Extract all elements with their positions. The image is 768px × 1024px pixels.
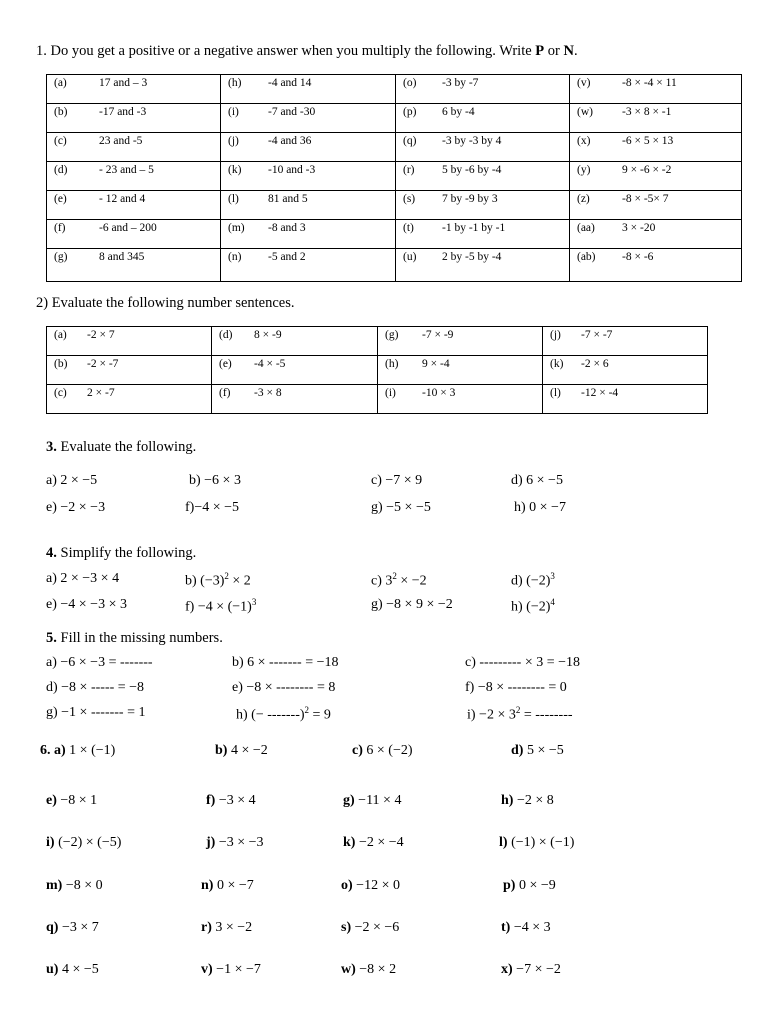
table-cell: [570, 191, 742, 220]
q3-heading: [46, 439, 196, 456]
item-expression: −3 × 7: [61, 920, 99, 935]
item-exponent: 2: [224, 571, 229, 581]
table-row: [47, 385, 708, 414]
item-expression: -2 × 7: [87, 329, 115, 341]
item-label: (c): [54, 135, 67, 147]
exercise-item: h) 0 × −7: [514, 500, 566, 515]
exercise-item: [503, 878, 556, 894]
exercise-item: b) −6 × 3: [189, 473, 241, 488]
item-label: (f): [54, 222, 66, 234]
table-row: [47, 220, 742, 249]
item-expression: -6 and – 200: [99, 222, 157, 234]
table-cell: [221, 75, 396, 104]
exercise-item: [215, 743, 268, 759]
exercise-item: [46, 835, 121, 851]
item-expression: (−2) × (−5): [58, 835, 122, 850]
exercise-item: [343, 835, 404, 851]
item-label: a): [54, 743, 66, 758]
item-text: b) 6 × ------- = −18: [232, 655, 339, 670]
exercise-item: f)−4 × −5: [185, 500, 240, 515]
item-expression: - 12 and 4: [99, 193, 146, 205]
item-label: (k): [228, 164, 242, 176]
item-label: (a): [54, 329, 67, 341]
exercise-item: [467, 705, 573, 724]
item-label: l): [499, 835, 508, 850]
exercise-item: [206, 835, 264, 851]
item-label: e): [46, 793, 57, 808]
table-cell: [47, 385, 212, 414]
exercise-item: [341, 962, 396, 978]
item-label: (w): [577, 106, 593, 118]
item-label: f): [206, 793, 216, 808]
item-label: (j): [228, 135, 239, 147]
item-expression: -12 × -4: [581, 387, 619, 399]
item-expression: 0 × −9: [518, 878, 556, 893]
item-label: (c): [54, 387, 67, 399]
item-label: t): [501, 920, 511, 935]
table-cell: [396, 162, 570, 191]
exercise-item: [371, 571, 427, 590]
exercise-item: [499, 835, 574, 851]
item-label: b): [215, 743, 228, 758]
item-label: (u): [403, 251, 417, 263]
exercise-item: a) 2 × −5: [46, 473, 98, 488]
item-label: (n): [228, 251, 242, 263]
item-text: a) 2 × −3 × 4: [46, 571, 120, 586]
q5-heading: [46, 630, 223, 647]
item-text: h) (− -------): [236, 707, 305, 723]
q1-heading-end: .: [573, 43, 578, 59]
item-expression: 9 × -4: [422, 358, 450, 370]
table-cell: [396, 220, 570, 249]
table-cell: [47, 356, 212, 385]
table-cell: [221, 133, 396, 162]
exercise-item: [46, 705, 145, 721]
exercise-item: [201, 878, 254, 894]
item-text: f) −8 × -------- = 0: [465, 680, 567, 695]
exercise-item: [236, 705, 331, 724]
item-expression: 3 × -20: [622, 222, 656, 234]
item-text-tail: = --------: [520, 707, 573, 723]
item-expression: 4 × −2: [230, 743, 268, 758]
q4-number: 4.: [46, 545, 57, 561]
item-expression: −12 × 0: [356, 878, 400, 893]
item-expression: −2 × 8: [516, 793, 554, 808]
table-cell: [47, 191, 221, 220]
item-label: (q): [403, 135, 417, 147]
exercise-item: g) −5 × −5: [371, 500, 431, 515]
table-cell: [570, 75, 742, 104]
item-label: o): [341, 878, 353, 893]
item-label: (e): [219, 358, 232, 370]
exercise-item: [185, 597, 256, 616]
q2-heading: 2) Evaluate the following number sentences.: [36, 295, 295, 311]
item-label: j): [206, 835, 216, 850]
item-text: b) (−3): [185, 573, 225, 589]
item-label: (r): [403, 164, 415, 176]
item-expression: -2 × 6: [581, 358, 609, 370]
item-expression: 7 by -9 by 3: [442, 193, 498, 205]
table-cell: [570, 133, 742, 162]
item-label: (aa): [577, 222, 595, 234]
table-cell: [212, 327, 378, 356]
exercise-item: [46, 571, 119, 587]
table-row: [47, 249, 742, 282]
item-expression: 1 × (−1): [69, 743, 116, 758]
item-exponent: 2: [515, 705, 521, 715]
item-label: h): [501, 793, 514, 808]
item-label: r): [201, 920, 212, 935]
item-expression: -2 × -7: [87, 358, 119, 370]
item-exponent: 3: [550, 571, 555, 581]
item-label: (k): [550, 358, 564, 370]
exercise-item: [511, 597, 555, 616]
table-cell: [570, 220, 742, 249]
item-label: (g): [54, 251, 68, 263]
table-cell: [47, 249, 221, 282]
item-expression: -8 and 3: [268, 222, 306, 234]
item-expression: 3 × −2: [215, 920, 253, 935]
q3-number: 3.: [46, 439, 57, 455]
item-label: (x): [577, 135, 591, 147]
exercise-item: [46, 878, 103, 894]
table-cell: [396, 75, 570, 104]
item-label: (g): [385, 329, 399, 341]
item-text: c) 3: [371, 573, 393, 589]
item-expression: -17 and -3: [99, 106, 147, 118]
item-exponent: 3: [251, 597, 257, 607]
item-label: i): [46, 835, 55, 850]
item-text-tail: = 9: [309, 707, 331, 723]
item-label: (l): [550, 387, 561, 399]
item-label: u): [46, 962, 59, 977]
q1-heading-or: or: [544, 43, 564, 59]
table-cell: [570, 162, 742, 191]
item-text: g) −8 × 9 × −2: [371, 597, 453, 612]
item-expression: 5 by -6 by -4: [442, 164, 502, 176]
table-cell: [221, 191, 396, 220]
item-expression: −8 × 1: [60, 793, 98, 808]
table-cell: [570, 249, 742, 282]
item-label: (p): [403, 106, 417, 118]
item-expression: −8 × 0: [65, 878, 103, 893]
item-expression: -7 × -9: [422, 329, 454, 341]
exercise-item: d) 6 × −5: [511, 473, 563, 488]
item-expression: −1 × −7: [216, 962, 261, 977]
item-expression: -10 × 3: [422, 387, 456, 399]
item-expression: 0 × −7: [216, 878, 254, 893]
item-label: (z): [577, 193, 590, 205]
item-label: (e): [54, 193, 67, 205]
table-cell: [47, 75, 221, 104]
item-expression: 6 × (−2): [366, 743, 413, 758]
table-cell: [378, 356, 543, 385]
exercise-item: [206, 793, 256, 809]
item-expression: -8 × -6: [622, 251, 654, 263]
item-expression: -8 × -5× 7: [622, 193, 669, 205]
item-label: k): [343, 835, 356, 850]
q3-heading-text: Evaluate the following.: [56, 439, 197, 455]
table-row: [47, 162, 742, 191]
q1-heading-n: N: [563, 43, 574, 59]
item-label: v): [201, 962, 213, 977]
item-label: (b): [54, 106, 68, 118]
item-label: (v): [577, 77, 591, 89]
exercise-item: [46, 597, 127, 613]
table-row: [47, 104, 742, 133]
item-text: d) −8 × ----- = −8: [46, 680, 145, 695]
item-text: f) −4 × (−1): [185, 599, 252, 615]
table-cell: [543, 356, 708, 385]
item-expression: −11 × 4: [358, 793, 402, 808]
item-expression: (−1) × (−1): [511, 835, 575, 850]
item-expression: -5 and 2: [268, 251, 306, 263]
item-label: g): [343, 793, 355, 808]
exercise-item: [201, 920, 252, 936]
item-expression: -4 and 14: [268, 77, 312, 89]
item-text: d) (−2): [511, 573, 551, 589]
item-text: i) −2 × 3: [467, 707, 516, 723]
item-expression: -1 by -1 by -1: [442, 222, 506, 234]
item-label: (l): [228, 193, 239, 205]
item-label: (a): [54, 77, 67, 89]
item-text: g) −1 × ------- = 1: [46, 705, 146, 720]
exercise-item: [40, 743, 115, 759]
item-expression: 8 × -9: [254, 329, 282, 341]
item-label: p): [503, 878, 516, 893]
item-expression: −3 × 4: [218, 793, 256, 808]
table-cell: [396, 249, 570, 282]
item-expression: 9 × -6 × -2: [622, 164, 672, 176]
item-expression: −2 × −6: [354, 920, 400, 935]
item-label: d): [511, 743, 524, 758]
item-expression: 2 by -5 by -4: [442, 251, 502, 263]
q1-heading-text: 1. Do you get a positive or a negative answer when you multiply the following. Write: [36, 43, 536, 59]
item-expression: 81 and 5: [268, 193, 308, 205]
exercise-item: e) −2 × −3: [46, 500, 106, 515]
item-expression: -4 and 36: [268, 135, 312, 147]
table-row: [47, 356, 708, 385]
exercise-item: [341, 920, 399, 936]
q5-heading-text: Fill in the missing numbers.: [56, 630, 223, 646]
item-expression: −8 × 2: [359, 962, 397, 977]
q1-heading-p: P: [535, 43, 545, 59]
table-cell: [212, 385, 378, 414]
item-text: h) (−2): [511, 599, 551, 615]
item-expression: -7 and -30: [268, 106, 316, 118]
item-label: (d): [54, 164, 68, 176]
item-text-tail: × 2: [228, 573, 251, 589]
table-row: [47, 191, 742, 220]
item-label: n): [201, 878, 214, 893]
item-label: w): [341, 962, 356, 977]
item-label: (f): [219, 387, 231, 399]
item-expression: -7 × -7: [581, 329, 613, 341]
exercise-item: [465, 655, 580, 671]
q4-heading-text: Simplify the following.: [56, 545, 197, 561]
item-label: s): [341, 920, 352, 935]
q5-number: 5.: [46, 630, 57, 646]
table-cell: [378, 385, 543, 414]
item-expression: -10 and -3: [268, 164, 316, 176]
item-label: (j): [550, 329, 561, 341]
exercise-item: [465, 680, 567, 696]
table-cell: [396, 191, 570, 220]
table-row: [47, 75, 742, 104]
item-expression: -6 × 5 × 13: [622, 135, 674, 147]
item-label: q): [46, 920, 59, 935]
item-label: x): [501, 962, 513, 977]
table-cell: [221, 162, 396, 191]
item-expression: −4 × 3: [513, 920, 551, 935]
table-cell: [543, 327, 708, 356]
exercise-item: [341, 878, 400, 894]
table-cell: [378, 327, 543, 356]
exercise-item: [371, 597, 453, 613]
table-cell: [212, 356, 378, 385]
item-label: (b): [54, 358, 68, 370]
item-expression: −3 × −3: [218, 835, 264, 850]
item-expression: -3 by -7: [442, 77, 479, 89]
exercise-item: [501, 920, 551, 936]
item-expression: 6 by -4: [442, 106, 475, 118]
item-label: (y): [577, 164, 591, 176]
item-expression: -8 × -4 × 11: [622, 77, 677, 89]
table-cell: [47, 162, 221, 191]
exercise-item: [511, 743, 564, 759]
q1-heading: [36, 43, 578, 60]
item-label: (ab): [577, 251, 596, 263]
exercise-item: [352, 743, 413, 759]
item-label: c): [352, 743, 363, 758]
item-exponent: 4: [550, 597, 555, 607]
exercise-item: [46, 680, 144, 696]
item-expression: −7 × −2: [516, 962, 561, 977]
item-text: c) --------- × 3 = −18: [465, 655, 581, 670]
exercise-item: [201, 962, 261, 978]
exercise-item: [343, 793, 401, 809]
item-expression: 17 and – 3: [99, 77, 148, 89]
item-label: (m): [228, 222, 245, 234]
exercise-item: [511, 571, 555, 590]
item-exponent: 2: [304, 705, 310, 715]
item-expression: -3 × 8: [254, 387, 282, 399]
exercise-item: [46, 962, 99, 978]
exercise-item: [46, 655, 153, 671]
table-cell: [47, 327, 212, 356]
item-label: (s): [403, 193, 416, 205]
table-cell: [543, 385, 708, 414]
item-expression: -3 × 8 × -1: [622, 106, 672, 118]
table-cell: [47, 133, 221, 162]
q2-table: [46, 326, 708, 414]
exercise-item: [501, 793, 554, 809]
item-text-tail: × −2: [396, 573, 427, 589]
item-expression: 8 and 345: [99, 251, 145, 263]
exercise-item: [232, 680, 335, 696]
table-cell: [221, 249, 396, 282]
exercise-item: [46, 793, 97, 809]
table-cell: [47, 220, 221, 249]
item-label: (o): [403, 77, 417, 89]
table-cell: [221, 220, 396, 249]
item-expression: -4 × -5: [254, 358, 286, 370]
item-label: (i): [228, 106, 239, 118]
item-expression: - 23 and – 5: [99, 164, 154, 176]
exercise-item: [501, 962, 561, 978]
table-row: [47, 133, 742, 162]
item-exponent: 2: [392, 571, 397, 581]
table-row: [47, 327, 708, 356]
exercise-item: [232, 655, 338, 671]
table-cell: [47, 104, 221, 133]
item-text: a) −6 × −3 = -------: [46, 655, 153, 670]
item-expression: −2 × −4: [358, 835, 404, 850]
exercise-item: [185, 571, 251, 590]
exercise-item: [46, 920, 99, 936]
item-expression: 23 and -5: [99, 135, 143, 147]
table-cell: [221, 104, 396, 133]
table-cell: [396, 133, 570, 162]
q6-number: 6.: [40, 743, 54, 758]
item-text: e) −4 × −3 × 3: [46, 597, 127, 612]
item-label: (d): [219, 329, 233, 341]
table-cell: [396, 104, 570, 133]
item-text: e) −8 × -------- = 8: [232, 680, 336, 695]
item-label: (h): [385, 358, 399, 370]
item-expression: 4 × −5: [61, 962, 99, 977]
q1-table: [46, 74, 742, 282]
item-expression: 2 × -7: [87, 387, 115, 399]
item-label: (h): [228, 77, 242, 89]
exercise-item: c) −7 × 9: [371, 473, 423, 488]
item-expression: 5 × −5: [526, 743, 564, 758]
item-expression: -3 by -3 by 4: [442, 135, 502, 147]
q4-heading: [46, 545, 196, 562]
item-label: (i): [385, 387, 396, 399]
table-cell: [570, 104, 742, 133]
item-label: m): [46, 878, 63, 893]
item-label: (t): [403, 222, 414, 234]
